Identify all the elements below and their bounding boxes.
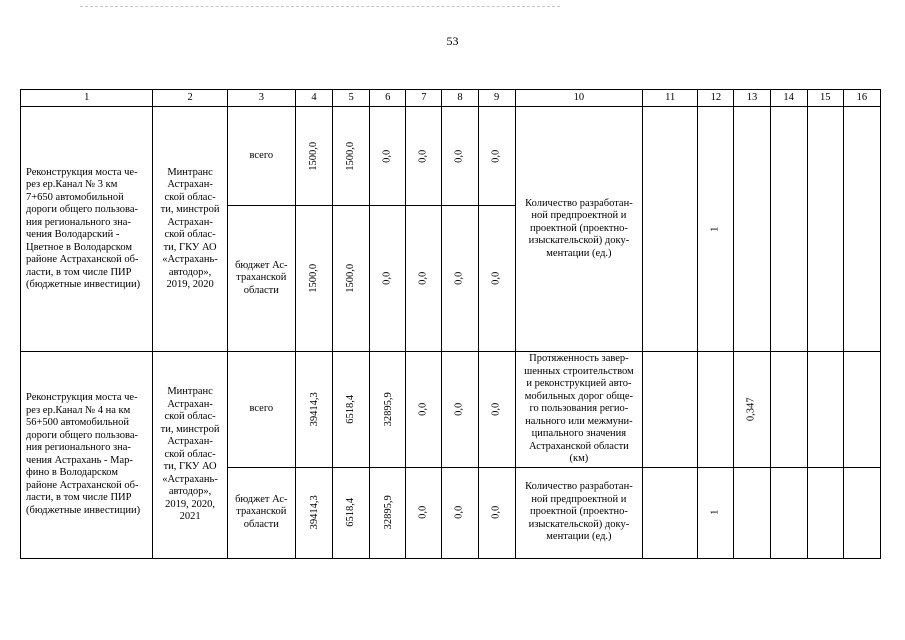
header-cell: 6 [370, 90, 406, 107]
header-cell: 10 [515, 90, 642, 107]
funding-source: всего [227, 352, 295, 468]
indicator-text: Количество разработан- ной предпроектной и проектной (проектно- изыскательской) доку- ментации (ед.) [515, 107, 642, 352]
indicator-value: 0,347 [734, 352, 770, 468]
project-name: Реконструкция моста че- рез ер.Канал № 4 на км 56+500 автомобильной дороги общего пользова- ния регионального зна- чения Астрахань - Мар- фино в Володарском районе Астраханской об- ласти, в том числе ПИР (бюджетные инвестиции) [21, 352, 153, 559]
indicator-text: Количество разработан- ной предпроектной и проектной (проектно- изыскательской) доку- ментации (ед.) [515, 467, 642, 558]
empty-cell [643, 467, 698, 558]
empty-cell [770, 107, 807, 352]
header-cell: 1 [21, 90, 153, 107]
project-executor: Минтранс Астрахан- ской облас- ти, минстрой Астрахан- ской облас- ти, ГКУ АО «Астрахань- автодор», 2019, 2020, 2021 [153, 352, 227, 559]
empty-cell [807, 107, 843, 352]
value-cell: 1500,0 [295, 206, 332, 352]
value-cell: 0,0 [478, 467, 515, 558]
header-cell: 16 [843, 90, 880, 107]
header-cell: 9 [478, 90, 515, 107]
empty-cell [843, 467, 880, 558]
value-cell: 0,0 [442, 352, 478, 468]
page-number: 53 [446, 34, 459, 48]
value-cell: 32895,9 [370, 467, 406, 558]
value-cell: 0,0 [406, 206, 442, 352]
header-cell: 13 [734, 90, 770, 107]
header-cell: 8 [442, 90, 478, 107]
empty-cell [807, 467, 843, 558]
header-cell: 11 [643, 90, 698, 107]
value-cell: 1500,0 [333, 107, 370, 206]
indicator-value [698, 352, 734, 468]
value-cell: 0,0 [478, 206, 515, 352]
empty-cell [843, 352, 880, 468]
value-cell: 39414,3 [295, 352, 332, 468]
empty-cell [770, 467, 807, 558]
header-cell: 5 [333, 90, 370, 107]
empty-cell [807, 352, 843, 468]
value-cell: 0,0 [406, 352, 442, 468]
header-row [21, 90, 881, 107]
value-cell: 0,0 [370, 206, 406, 352]
indicator-text: Протяженность завер- шенных строительством и реконструкцией авто- мобильных дорог обще- го пользования регио- нального или межмуни- ципального значения Астраханской области (км) [515, 352, 642, 468]
header-cell: 15 [807, 90, 843, 107]
header-cell: 4 [295, 90, 332, 107]
project-executor: Минтранс Астрахан- ской облас- ти, минстрой Астрахан- ской облас- ти, ГКУ АО «Астрахань- автодор», 2019, 2020 [153, 107, 227, 352]
value-cell: 0,0 [478, 107, 515, 206]
value-cell: 39414,3 [295, 467, 332, 558]
funding-source: всего [227, 107, 295, 206]
funding-source: бюджет Ас- траханской области [227, 467, 295, 558]
value-cell: 0,0 [442, 107, 478, 206]
value-cell: 32895,9 [370, 352, 406, 468]
empty-cell [770, 352, 807, 468]
empty-cell [843, 107, 880, 352]
value-cell: 0,0 [478, 352, 515, 468]
indicator-value: 1 [698, 107, 734, 352]
indicator-value [734, 467, 770, 558]
header-cell: 12 [698, 90, 734, 107]
program-table [20, 89, 881, 559]
value-cell: 6518,4 [333, 467, 370, 558]
empty-cell [643, 107, 698, 352]
header-cell: 14 [770, 90, 807, 107]
scan-artifact-line [80, 6, 560, 7]
indicator-value: 1 [698, 467, 734, 558]
value-cell: 0,0 [406, 107, 442, 206]
header-cell: 7 [406, 90, 442, 107]
value-cell: 0,0 [442, 467, 478, 558]
value-cell: 0,0 [406, 467, 442, 558]
table-row [21, 107, 881, 206]
value-cell: 0,0 [442, 206, 478, 352]
value-cell: 0,0 [370, 107, 406, 206]
project-name: Реконструкция моста че- рез ер.Канал № 3 км 7+650 автомобильной дороги общего пользова- ния регионального зна- чения Володарский - Цветное в Володарском районе Астраханской об- ласти, в том числе ПИР (бюджетные инвестиции) [21, 107, 153, 352]
indicator-value [734, 107, 770, 352]
empty-cell [643, 352, 698, 468]
value-cell: 1500,0 [295, 107, 332, 206]
funding-source: бюджет Ас- траханской области [227, 206, 295, 352]
value-cell: 1500,0 [333, 206, 370, 352]
table-row [21, 352, 881, 468]
header-cell: 2 [153, 90, 227, 107]
value-cell: 6518,4 [333, 352, 370, 468]
header-cell: 3 [227, 90, 295, 107]
